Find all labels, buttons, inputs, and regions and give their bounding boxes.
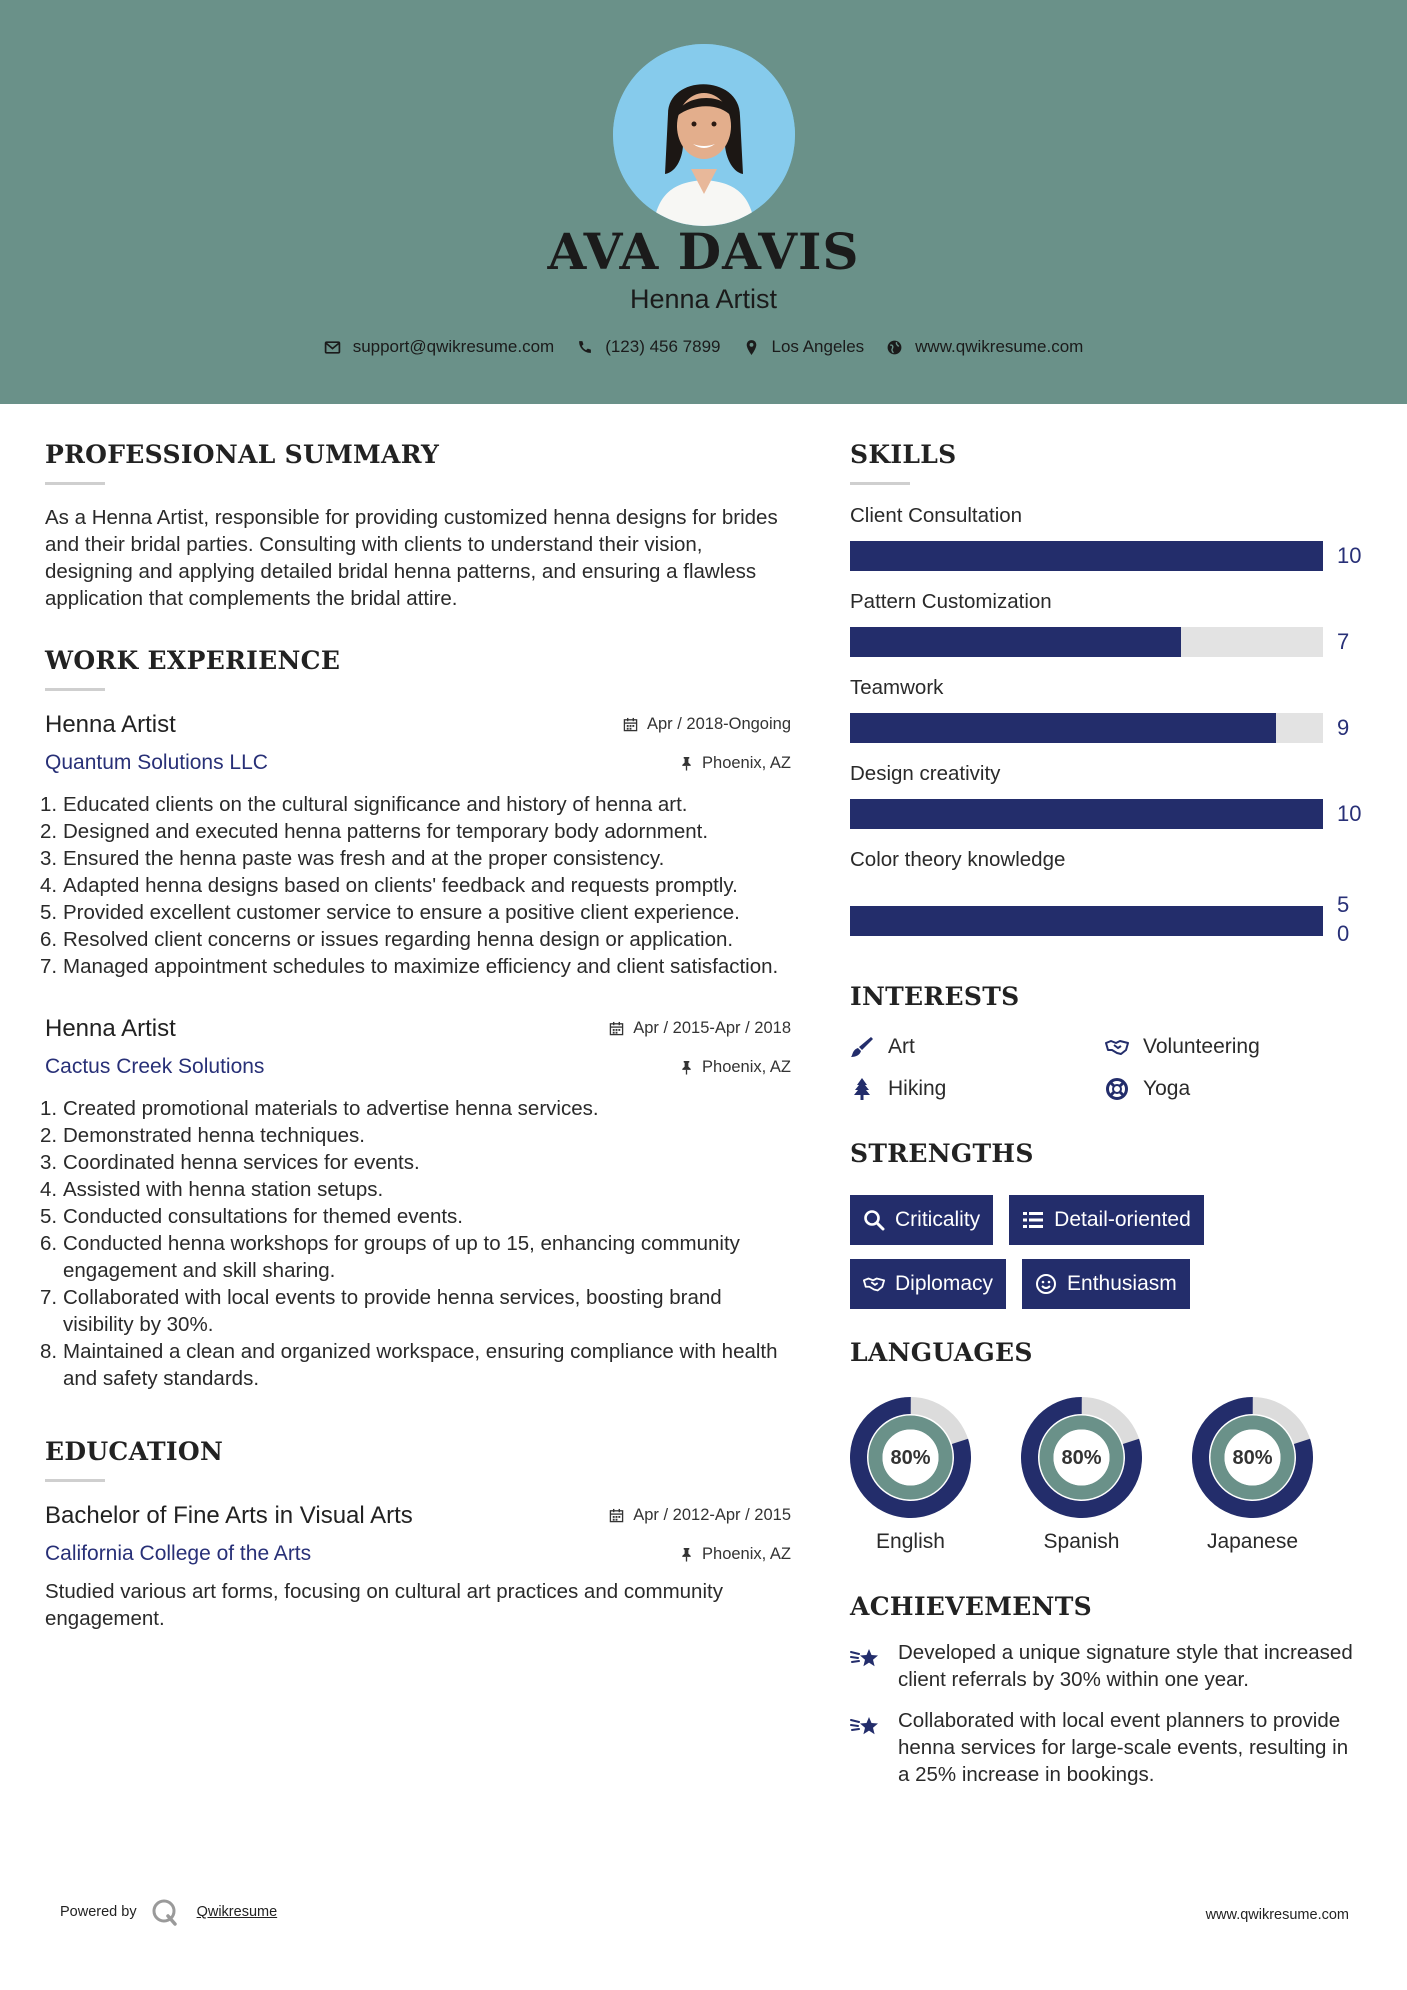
right-column xyxy=(850,440,1370,1788)
interests-list xyxy=(850,1035,1370,1101)
strength-label: Enthusiasm xyxy=(1067,1272,1177,1295)
interest-item xyxy=(1105,1035,1360,1059)
shooting-star-icon xyxy=(850,1713,882,1741)
job-location-text: Phoenix, AZ xyxy=(702,1057,791,1076)
achievement-text: Developed a unique signature style that increased client referrals by 30% within one year. xyxy=(898,1641,1353,1691)
job-entry xyxy=(40,1015,791,1392)
education-date xyxy=(609,1506,791,1525)
contact-website[interactable] xyxy=(886,337,1083,357)
skill-bar-fill xyxy=(850,713,1276,743)
summary-section xyxy=(45,440,791,612)
strength-badge xyxy=(850,1259,1006,1309)
education-date-text: Apr / 2012-Apr / 2015 xyxy=(633,1506,791,1524)
achievements-list xyxy=(850,1639,1370,1788)
contact-bar xyxy=(0,337,1407,357)
globe-icon xyxy=(886,339,903,356)
map-pin-icon xyxy=(743,339,760,356)
job-title: Henna Artist xyxy=(45,1015,176,1042)
job-title: Henna Artist xyxy=(45,711,176,738)
job-location-text: Phoenix, AZ xyxy=(702,753,791,772)
list-icon xyxy=(1022,1209,1044,1231)
brand-link[interactable]: Qwikresume xyxy=(196,1904,278,1920)
interest-item xyxy=(850,1035,1105,1059)
shooting-star-icon xyxy=(850,1645,882,1673)
interest-label: Volunteering xyxy=(1143,1035,1260,1058)
interests-heading: INTERESTS xyxy=(850,982,1020,1011)
strengths-section xyxy=(850,1139,1370,1309)
skill-bar-fill xyxy=(850,541,1323,571)
pushpin-icon xyxy=(679,1060,694,1075)
company-name: Quantum Solutions LLC xyxy=(45,751,268,774)
interest-label: Hiking xyxy=(888,1077,947,1100)
education-description: Studied various art forms, focusing on cultural art practices and community engagement. xyxy=(45,1580,723,1630)
duty-item: 7. Collaborated with local events to provide henna services, boosting brand visibility by 30%. xyxy=(40,1286,722,1336)
strength-badge xyxy=(850,1195,993,1245)
strengths-list xyxy=(850,1195,1350,1309)
skill-bar-track xyxy=(850,713,1323,743)
job-date xyxy=(609,1019,791,1038)
pushpin-icon xyxy=(679,756,694,771)
phone-text: (123) 456 7899 xyxy=(605,337,721,356)
job-duties xyxy=(40,1095,791,1392)
skills-list xyxy=(850,504,1370,948)
strength-badge xyxy=(1022,1259,1190,1309)
job-location xyxy=(679,1058,791,1077)
lifebuoy-icon xyxy=(1105,1077,1129,1101)
duty-item: 8. Maintained a clean and organized workspace, ensuring compliance with health and safety standards. xyxy=(40,1340,778,1390)
education-section xyxy=(45,1437,791,1632)
interest-label: Yoga xyxy=(1143,1077,1191,1100)
footer-powered-by xyxy=(60,1898,277,1926)
skill-name: Client Consultation xyxy=(850,504,1023,527)
job-location xyxy=(679,754,791,773)
interest-item xyxy=(850,1077,1105,1101)
language-name: Spanish xyxy=(1043,1530,1120,1553)
skill-bar-track xyxy=(850,906,1323,936)
language-ring xyxy=(850,1397,971,1518)
candidate-name: AVA DAVIS xyxy=(547,222,860,281)
profile-photo-illustration xyxy=(613,44,795,226)
languages-heading: LANGUAGES xyxy=(850,1338,1033,1367)
smile-icon xyxy=(1035,1273,1057,1295)
duty-item: 6. Conducted henna workshops for groups of up to 15, enhancing community engagement and skill sharing. xyxy=(40,1232,740,1282)
section-divider xyxy=(45,1479,105,1482)
summary-text: As a Henna Artist, responsible for providing customized henna designs for brides and their bridal parties. Consulting with clients to understand their vision, designing and applying detailed bridal henna patterns, and ensuring a flawless application that complements the bridal attire. xyxy=(45,506,778,610)
job-date-text: Apr / 2018-Ongoing xyxy=(646,715,791,733)
contact-email[interactable] xyxy=(324,337,555,357)
language-ring xyxy=(1021,1397,1142,1518)
search-icon xyxy=(863,1209,885,1231)
skills-heading: SKILLS xyxy=(850,440,957,469)
language-name: English xyxy=(876,1530,945,1553)
duty-item: 4. Assisted with henna station setups. xyxy=(40,1178,384,1201)
strength-label: Detail-oriented xyxy=(1054,1208,1191,1231)
strength-badge xyxy=(1009,1195,1204,1245)
skill-item xyxy=(850,676,1370,743)
education-entry xyxy=(45,1502,791,1632)
skill-value: 7 xyxy=(1337,629,1350,654)
pushpin-icon xyxy=(679,1547,694,1562)
phone-icon xyxy=(576,339,593,356)
summary-heading: PROFESSIONAL SUMMARY xyxy=(45,440,440,469)
skill-value: 10 xyxy=(1337,801,1362,826)
calendar-icon xyxy=(623,717,638,732)
skill-bar-track xyxy=(850,541,1323,571)
duty-item: 4. Adapted henna designs based on clients' feedback and requests promptly. xyxy=(40,874,738,897)
skill-item xyxy=(850,762,1370,829)
school-name: California College of the Arts xyxy=(45,1542,312,1565)
language-percent: 80% xyxy=(890,1447,931,1469)
job-entry xyxy=(40,711,791,980)
language-percent: 80% xyxy=(1061,1447,1102,1469)
skill-item xyxy=(850,504,1370,571)
interests-section xyxy=(850,982,1370,1101)
achievements-section xyxy=(850,1592,1370,1788)
powered-by-label: Powered by xyxy=(60,1904,137,1920)
website-text: www.qwikresume.com xyxy=(915,337,1084,356)
left-column xyxy=(40,440,791,1632)
company-name: Cactus Creek Solutions xyxy=(45,1055,265,1078)
skill-value: 9 xyxy=(1337,715,1350,740)
duty-item: 1. Educated clients on the cultural significance and history of henna art. xyxy=(40,793,688,816)
envelope-icon xyxy=(324,339,341,356)
skill-bar-track xyxy=(850,799,1323,829)
job-date xyxy=(623,715,791,734)
calendar-icon xyxy=(609,1021,624,1036)
skill-name: Pattern Customization xyxy=(850,590,1052,613)
resume-header xyxy=(0,0,1407,404)
education-location-text: Phoenix, AZ xyxy=(702,1544,791,1563)
skill-item xyxy=(850,590,1370,657)
email-text: support@qwikresume.com xyxy=(352,337,555,356)
skill-name: Design creativity xyxy=(850,762,1001,785)
skill-bar-fill xyxy=(850,799,1323,829)
skill-value: 10 xyxy=(1337,543,1362,568)
skills-section xyxy=(850,440,1370,948)
handshake-icon xyxy=(863,1273,885,1295)
duty-item: 2. Demonstrated henna techniques. xyxy=(40,1124,366,1147)
duty-item: 5. Provided excellent customer service to ensure a positive client experience. xyxy=(40,901,740,924)
language-item xyxy=(850,1397,971,1554)
interest-item xyxy=(1105,1077,1360,1101)
achievements-heading: ACHIEVEMENTS xyxy=(850,1592,1092,1621)
skill-item xyxy=(850,848,1370,948)
skill-value: 5 0 xyxy=(1337,892,1350,946)
language-ring xyxy=(1192,1397,1313,1518)
tree-icon xyxy=(850,1077,874,1101)
duty-item: 5. Conducted consultations for themed events. xyxy=(40,1205,463,1228)
languages-section xyxy=(850,1338,1370,1554)
duty-item: 6. Resolved client concerns or issues regarding henna design or application. xyxy=(40,928,734,951)
job-duties xyxy=(40,791,791,980)
job-date-text: Apr / 2015-Apr / 2018 xyxy=(633,1019,791,1037)
strengths-heading: STRENGTHS xyxy=(850,1139,1034,1168)
candidate-title: Henna Artist xyxy=(629,284,778,314)
duty-item: 7. Managed appointment schedules to maximize efficiency and client satisfaction. xyxy=(40,955,779,978)
achievement-item xyxy=(850,1707,1370,1788)
achievement-text: Collaborated with local event planners to provide henna services for large-scale events, resulting in a 25% increase in bookings. xyxy=(898,1709,1349,1786)
experience-heading: WORK EXPERIENCE xyxy=(45,646,341,675)
experience-section xyxy=(40,646,791,1392)
duty-item: 3. Ensured the henna paste was fresh and at the proper consistency. xyxy=(40,847,665,870)
qwikresume-logo-icon xyxy=(151,1898,179,1926)
education-heading: EDUCATION xyxy=(45,1437,224,1466)
section-divider xyxy=(45,482,105,485)
language-percent: 80% xyxy=(1232,1447,1273,1469)
paintbrush-icon xyxy=(850,1035,874,1059)
education-location xyxy=(679,1545,791,1564)
skill-name: Color theory knowledge xyxy=(850,848,1066,871)
profile-photo xyxy=(613,44,795,226)
strength-label: Criticality xyxy=(895,1208,981,1231)
skill-name: Teamwork xyxy=(850,676,944,699)
duty-item: 3. Coordinated henna services for events. xyxy=(40,1151,420,1174)
contact-location xyxy=(743,337,865,357)
skill-bar-track xyxy=(850,627,1323,657)
strength-label: Diplomacy xyxy=(895,1272,994,1295)
skill-bar-fill xyxy=(850,906,1323,936)
language-item xyxy=(1021,1397,1142,1554)
duty-item: 2. Designed and executed henna patterns for temporary body adornment. xyxy=(40,820,709,843)
duty-item: 1. Created promotional materials to advertise henna services. xyxy=(40,1097,599,1120)
calendar-icon xyxy=(609,1508,624,1523)
footer-website[interactable]: www.qwikresume.com xyxy=(1205,1907,1349,1923)
degree-title: Bachelor of Fine Arts in Visual Arts xyxy=(45,1502,413,1529)
interest-label: Art xyxy=(888,1035,915,1058)
section-divider xyxy=(850,482,910,485)
languages-list xyxy=(850,1397,1370,1554)
handshake-icon xyxy=(1105,1035,1129,1059)
section-divider xyxy=(45,688,105,691)
language-item xyxy=(1192,1397,1313,1554)
skill-bar-fill xyxy=(850,627,1181,657)
achievement-item xyxy=(850,1639,1370,1693)
contact-phone[interactable] xyxy=(576,337,720,357)
location-text: Los Angeles xyxy=(771,337,865,356)
language-name: Japanese xyxy=(1206,1530,1299,1553)
